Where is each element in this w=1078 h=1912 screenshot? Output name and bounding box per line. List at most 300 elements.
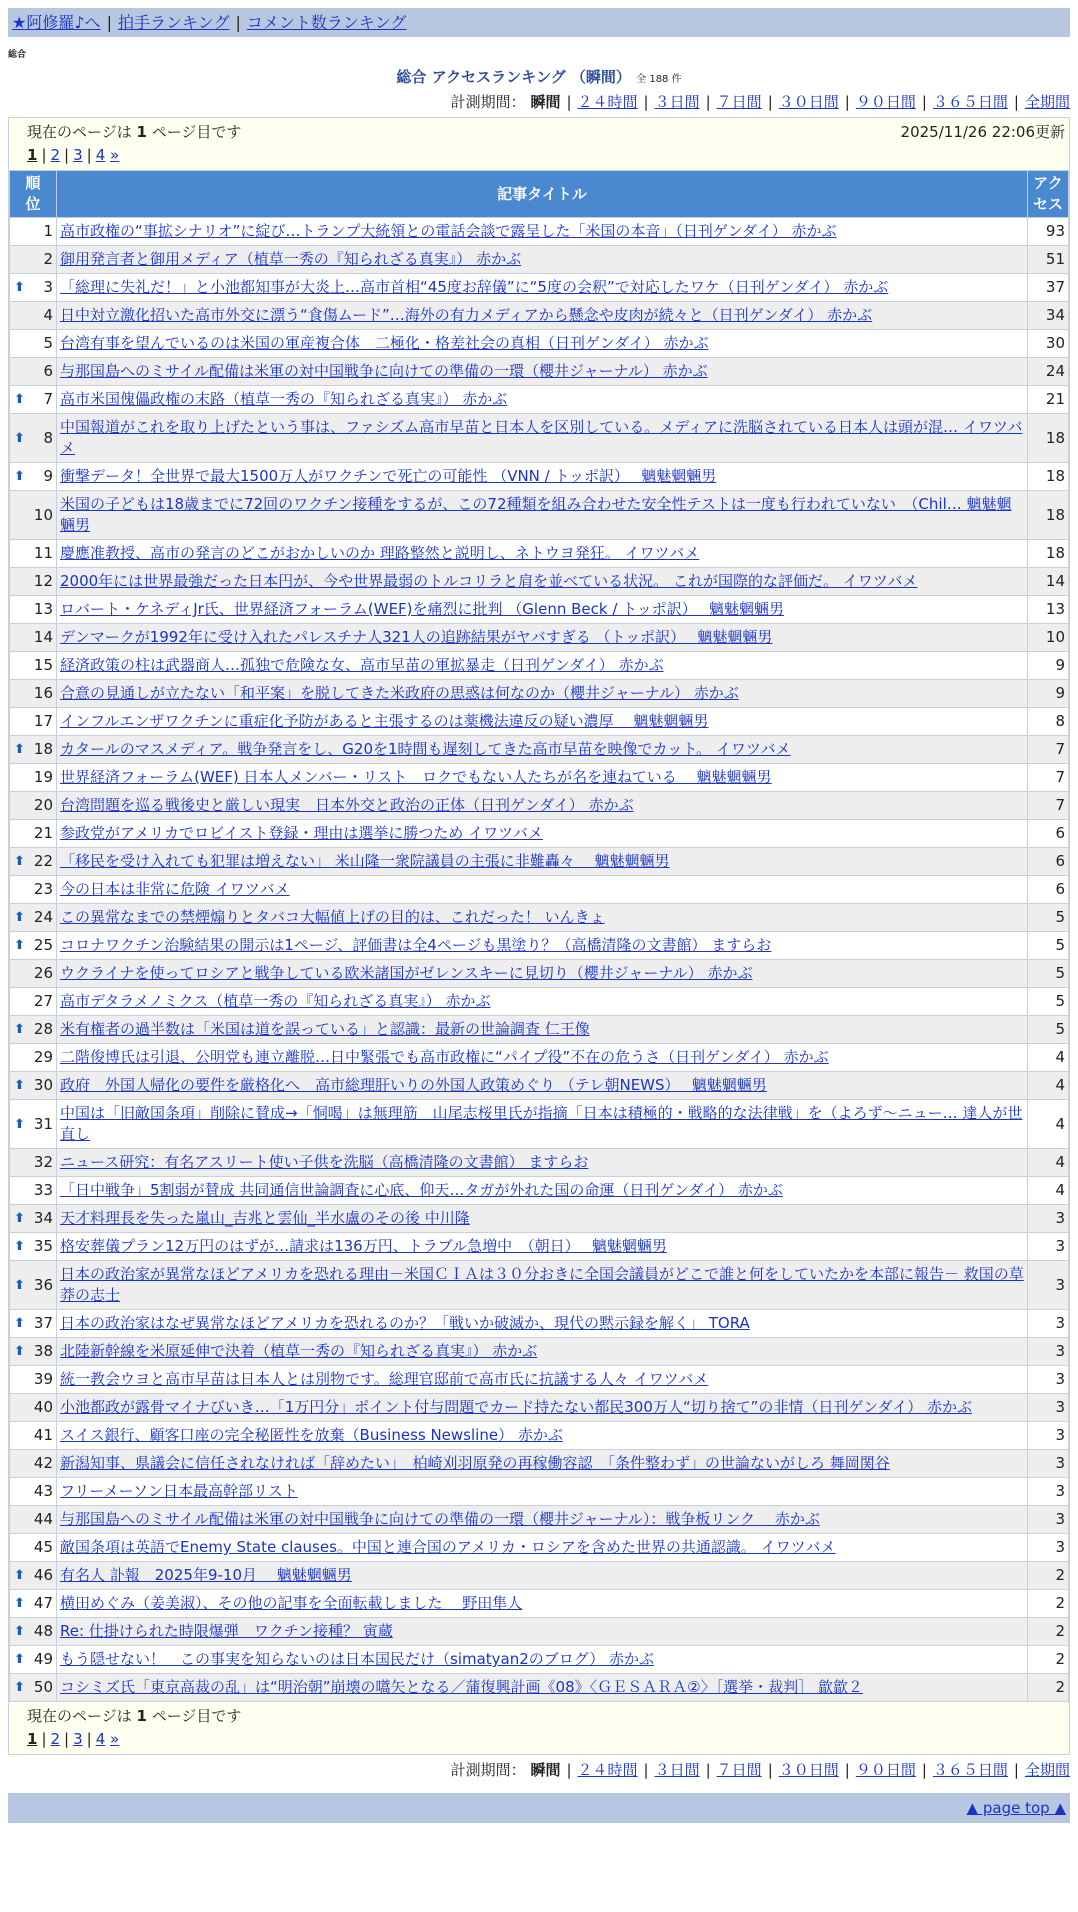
access-count: 5 (1028, 932, 1069, 960)
access-count: 2 (1028, 1618, 1069, 1646)
period-separator: | (767, 1761, 773, 1779)
rank-up-arrow-icon: ⬆ (14, 1624, 25, 1639)
article-link[interactable]: 統一教会ウヨと高市早苗は日本人とは別物です。総理官邸前で高市氏に抗議する人々 イワツバメ (60, 1370, 709, 1388)
title-cell (57, 652, 1028, 680)
rank-number: 9 (43, 467, 53, 485)
title-cell (57, 1450, 1028, 1478)
pager-link-4[interactable]: 4 (95, 1730, 106, 1748)
article-link[interactable]: ロバート・ケネディJr氏、世界経済フォーラム(WEF)を痛烈に批判 （Glenn Beck / トッポ訳） 魑魅魍魎男 (60, 600, 784, 618)
rank-cell (10, 1310, 57, 1338)
article-link[interactable]: もう隠せない！ この事実を知らないのは日本国民だけ（simatyan2のブログ） 赤かぶ (60, 1650, 655, 1668)
rank-up-arrow-icon: ⬆ (14, 1652, 25, 1667)
ranking-box (8, 117, 1070, 1755)
table-header-row (10, 171, 1069, 218)
title-cell (57, 848, 1028, 876)
article-link[interactable]: 新潟知事、県議会に信任されなければ「辞めたい」 柏崎刈羽原発の再稼働容認 「条件整わず」の世論ないがしろ 舞岡関谷 (60, 1454, 890, 1472)
article-link[interactable]: 与那国島へのミサイル配備は米軍の対中国戦争に向けての準備の一環（櫻井ジャーナル）：戦争板リンク 赤かぶ (60, 1510, 820, 1528)
title-cell (57, 820, 1028, 848)
access-count: 9 (1028, 680, 1069, 708)
table-row (10, 358, 1069, 386)
article-link[interactable]: 高市米国傀儡政権の末路（植草一秀の『知られざる真実』） 赤かぶ (60, 390, 508, 408)
access-count: 3 (1028, 1422, 1069, 1450)
rank-cell (10, 1016, 57, 1044)
article-link[interactable]: 合意の見通しが立たない「和平案」を脱してきた米政府の思惑は何なのか（櫻井ジャーナル） 赤かぶ (60, 684, 739, 702)
table-row (10, 1562, 1069, 1590)
table-row (10, 1100, 1069, 1149)
table-row (10, 876, 1069, 904)
rank-number: 18 (33, 740, 53, 758)
rank-cell (10, 218, 57, 246)
title-cell (57, 1016, 1028, 1044)
article-link[interactable]: 「移民を受け入れても犯罪は増えない」 米山隆一衆院議員の主張に非難轟々 魑魅魍魎男 (60, 852, 670, 870)
table-row (10, 736, 1069, 764)
rank-cell (10, 820, 57, 848)
info-bar-bottom (9, 1702, 1069, 1729)
article-link[interactable]: 天才料理長を失った嵐山_吉兆と雲仙_半水盧のその後 中川隆 (60, 1209, 470, 1227)
nav-separator: | (106, 13, 112, 32)
rank-cell (10, 624, 57, 652)
title-cell (57, 1366, 1028, 1394)
title-cell (57, 1394, 1028, 1422)
table-row (10, 988, 1069, 1016)
rank-number: 21 (33, 824, 53, 842)
title-cell (57, 1177, 1028, 1205)
period-separator: | (705, 93, 711, 111)
pager-link-3[interactable]: 3 (73, 146, 83, 164)
pager-link-4[interactable]: 4 (95, 146, 106, 164)
rank-cell (10, 708, 57, 736)
table-row (10, 274, 1069, 302)
table-row (10, 568, 1069, 596)
period-link-2[interactable]: ７日間 (716, 93, 762, 111)
rank-cell (10, 680, 57, 708)
rank-number: 48 (33, 1622, 53, 1640)
rank-cell (10, 1506, 57, 1534)
rank-up-arrow-icon: ⬆ (14, 1596, 25, 1611)
title-cell (57, 386, 1028, 414)
period-link-0[interactable]: ２４時間 (577, 1761, 638, 1779)
rank-up-arrow-icon: ⬆ (14, 1568, 25, 1583)
table-row (10, 904, 1069, 932)
period-link-2[interactable]: ７日間 (716, 1761, 762, 1779)
rank-cell (10, 932, 57, 960)
access-count: 5 (1028, 1016, 1069, 1044)
period-label: 計測期間： (450, 93, 526, 111)
article-link[interactable]: スイス銀行、顧客口座の完全秘匿性を放棄（Business Newsline） 赤かぶ (60, 1426, 563, 1444)
access-count: 14 (1028, 568, 1069, 596)
article-link[interactable]: フリーメーソン日本最高幹部リスト (60, 1482, 298, 1500)
table-row (10, 246, 1069, 274)
rank-number: 40 (33, 1398, 53, 1416)
rank-number: 10 (33, 505, 53, 524)
title-cell (57, 1261, 1028, 1310)
access-count: 3 (1028, 1366, 1069, 1394)
access-count: 3 (1028, 1506, 1069, 1534)
rank-cell (10, 1478, 57, 1506)
table-row (10, 1422, 1069, 1450)
pager-link-2[interactable]: 2 (50, 146, 61, 164)
table-row (10, 1506, 1069, 1534)
article-link[interactable]: コロナワクチン治験結果の開示は1ページ、評価書は全4ページも黒塗り？（高橋清隆の文書館） ますらお (60, 936, 772, 954)
rank-cell (10, 330, 57, 358)
pager-top (9, 145, 1069, 170)
article-link[interactable]: ウクライナを使ってロシアと戦争している欧米諸国がゼレンスキーに見切り（櫻井ジャーナル） 赤かぶ (60, 964, 753, 982)
table-row (10, 848, 1069, 876)
article-link[interactable]: 小池都政が露骨マイナびいき…「1万円分」ポイント付与問題でカード持たない都民300万人“切り捨て”の非情（日刊ゲンダイ） 赤かぶ (60, 1398, 972, 1416)
title-cell (57, 1422, 1028, 1450)
title-cell (57, 1590, 1028, 1618)
article-link[interactable]: 「日中戦争」5割弱が賛成 共同通信世論調査に心底、仰天…タガが外れた国の命運（日刊ゲンダイ） 赤かぶ (60, 1181, 783, 1199)
title-cell (57, 1338, 1028, 1366)
period-link-5[interactable]: ３６５日間 (932, 1761, 1008, 1779)
access-count: 4 (1028, 1149, 1069, 1177)
rank-number: 28 (33, 1020, 53, 1038)
period-current: 瞬間 (530, 1761, 561, 1779)
rank-number: 20 (33, 796, 53, 814)
title-cell (57, 1618, 1028, 1646)
title-cell (57, 708, 1028, 736)
home-link[interactable]: ★阿修羅♪へ (12, 13, 101, 32)
access-count: 24 (1028, 358, 1069, 386)
period-link-3[interactable]: ３０日間 (778, 93, 839, 111)
access-count: 6 (1028, 848, 1069, 876)
period-link-4[interactable]: ９０日間 (855, 93, 916, 111)
title-cell (57, 680, 1028, 708)
rank-number: 26 (33, 964, 53, 982)
article-link[interactable]: 「総理に失礼だ！」と小池都知事が大炎上…高市首相“45度お辞儀”に“5度の会釈”で対応したワケ（日刊ゲンダイ） 赤かぶ (60, 278, 889, 296)
page-bottom-bar (8, 1793, 1070, 1823)
rank-number: 33 (33, 1181, 53, 1199)
page-top-link[interactable]: ▲ page top ▲ (966, 1799, 1066, 1817)
total-count: 全 188 件 (636, 74, 682, 85)
title-cell (57, 463, 1028, 491)
article-link[interactable]: 中国は「旧敵国条項」削除に賛成→「恫喝」は無理筋 山尾志桜里氏が指摘「日本は積極的・戦略的な法律戦」を（よろず～ニュー… 達人が世直し (60, 1104, 1023, 1143)
title-cell (57, 1310, 1028, 1338)
pager-separator: | (64, 146, 70, 164)
table-row (10, 680, 1069, 708)
article-link[interactable]: カタールのマスメディア。戦争発言をし、G20を1時間も遅刻してきた高市早苗を映像でカット。 イワツバメ (60, 740, 791, 758)
rank-cell (10, 736, 57, 764)
article-link[interactable]: 格安葬儀プラン12万円のはずが…請求は136万円、トラブル急増中 （朝日） 魑魅魍魎男 (60, 1237, 667, 1255)
rank-number: 38 (33, 1342, 53, 1360)
article-link[interactable]: この異常なまでの禁煙煽りとタバコ大幅値上げの目的は、これだった！ いんきょ (60, 908, 605, 926)
table-row (10, 302, 1069, 330)
title-cell (57, 792, 1028, 820)
access-count: 6 (1028, 876, 1069, 904)
period-separator: | (844, 1761, 850, 1779)
title-cell (57, 568, 1028, 596)
rank-cell (10, 1149, 57, 1177)
rank-cell (10, 960, 57, 988)
rank-cell (10, 792, 57, 820)
period-link-5[interactable]: ３６５日間 (932, 93, 1008, 111)
current-page-post: ページ目です (151, 1707, 242, 1725)
rank-number: 2 (43, 250, 53, 268)
rank-up-arrow-icon: ⬆ (14, 430, 25, 446)
article-link[interactable]: 与那国島へのミサイル配備は米軍の対中国戦争に向けての準備の一環（櫻井ジャーナル） 赤かぶ (60, 362, 708, 380)
table-row (10, 708, 1069, 736)
period-label: 計測期間： (450, 1761, 526, 1779)
pager-next[interactable]: » (110, 1730, 120, 1748)
period-link-3[interactable]: ３０日間 (778, 1761, 839, 1779)
title-cell (57, 1674, 1028, 1702)
rank-number: 5 (43, 334, 53, 352)
rank-up-arrow-icon: ⬆ (14, 1344, 25, 1359)
rank-cell (10, 1100, 57, 1149)
table-row (10, 652, 1069, 680)
category-label: 総合 (8, 50, 27, 60)
rank-number: 37 (33, 1314, 53, 1332)
rank-number: 12 (33, 572, 53, 590)
rank-number: 11 (33, 544, 53, 562)
table-row (10, 1205, 1069, 1233)
article-link[interactable]: 今の日本は非常に危険 イワツバメ (60, 880, 290, 898)
table-row (10, 1646, 1069, 1674)
title-cell (57, 218, 1028, 246)
rank-number: 4 (43, 306, 53, 324)
article-link[interactable]: 米国の子どもは18歳までに72回のワクチン接種をするが、この72種類を組み合わせた安全性テストは一度も行われていない （Chil… 魑魅魍魎男 (60, 495, 1012, 534)
rank-cell (10, 1261, 57, 1310)
rank-cell (10, 1450, 57, 1478)
rank-number: 47 (33, 1594, 53, 1612)
table-row (10, 1618, 1069, 1646)
rank-up-arrow-icon: ⬆ (14, 1680, 25, 1695)
article-link[interactable]: 世界経済フォーラム(WEF) 日本人メンバー・リスト ロクでもない人たちが名を連ねている 魑魅魍魎男 (60, 768, 772, 786)
table-row (10, 960, 1069, 988)
access-count: 2 (1028, 1590, 1069, 1618)
rank-up-arrow-icon: ⬆ (14, 910, 25, 925)
table-row (10, 1149, 1069, 1177)
article-link[interactable]: 高市デタラメノミクス（植草一秀の『知られざる真実』） 赤かぶ (60, 992, 491, 1010)
table-row (10, 932, 1069, 960)
info-bar (9, 118, 1069, 145)
article-link[interactable]: 高市政権の“事拡シナリオ”に綻び…トランプ大統領との電話会談で露呈した「米国の本音」（日刊ゲンダイ） 赤かぶ (60, 222, 837, 240)
rank-cell (10, 1044, 57, 1072)
title-cell (57, 1233, 1028, 1261)
period-link-4[interactable]: ９０日間 (855, 1761, 916, 1779)
nav-separator: | (235, 13, 241, 32)
access-count: 34 (1028, 302, 1069, 330)
rank-cell (10, 386, 57, 414)
pager-separator: | (86, 146, 92, 164)
article-link[interactable]: 経済政策の柱は武器商人…孤独で危険な女、高市早苗の軍拡暴走（日刊ゲンダイ） 赤かぶ (60, 656, 664, 674)
pager-separator: | (86, 1730, 92, 1748)
rank-number: 36 (33, 1275, 53, 1294)
access-count: 5 (1028, 960, 1069, 988)
pager-link-3[interactable]: 3 (73, 1730, 83, 1748)
period-link-6[interactable]: 全期間 (1024, 1761, 1070, 1779)
title-cell (57, 1149, 1028, 1177)
article-link[interactable]: 衝撃データ！全世界で最大1500万人がワクチンで死亡の可能性 （VNN / トッポ訳） 魑魅魍魎男 (60, 467, 717, 485)
rank-cell (10, 988, 57, 1016)
article-link[interactable]: ニュース研究：有名アスリート使い子供を洗脳（高橋清隆の文書館） ますらお (60, 1153, 589, 1171)
access-count: 18 (1028, 414, 1069, 463)
article-link[interactable]: 御用発言者と御用メディア（植草一秀の『知られざる真実』） 赤かぶ (60, 250, 522, 268)
access-count: 4 (1028, 1072, 1069, 1100)
pager-separator: | (64, 1730, 70, 1748)
access-count: 8 (1028, 708, 1069, 736)
access-count: 2 (1028, 1674, 1069, 1702)
article-link[interactable]: インフルエンザワクチンに重症化予防があると主張するのは薬機法違反の疑い濃厚 魑魅魍魎男 (60, 712, 709, 730)
access-count: 2 (1028, 1562, 1069, 1590)
comment-ranking-link[interactable]: コメント数ランキング (246, 13, 407, 32)
title-cell (57, 1506, 1028, 1534)
table-row (10, 1534, 1069, 1562)
rank-up-arrow-icon: ⬆ (14, 938, 25, 953)
pager-current: 1 (27, 146, 38, 164)
title-cell (57, 764, 1028, 792)
period-separator: | (767, 93, 773, 111)
access-count: 18 (1028, 463, 1069, 491)
access-count: 4 (1028, 1044, 1069, 1072)
rank-cell (10, 596, 57, 624)
table-row (10, 1450, 1069, 1478)
period-separator: | (921, 93, 927, 111)
rank-cell (10, 848, 57, 876)
rank-up-arrow-icon: ⬆ (14, 392, 25, 407)
access-count: 9 (1028, 652, 1069, 680)
pager-link-2[interactable]: 2 (50, 1730, 61, 1748)
rank-cell (10, 540, 57, 568)
article-link[interactable]: 日本の政治家が異常なほどアメリカを恐れる理由－米国ＣＩＡは３０分おきに全国会議員がどこで誰と何をしていたかを本部に報告－ 救国の草莽の志士 (60, 1265, 1024, 1304)
rank-up-arrow-icon: ⬆ (14, 1277, 25, 1293)
period-link-6[interactable]: 全期間 (1024, 93, 1070, 111)
article-link[interactable]: 二階俊博氏は引退、公明党も連立離脱…日中緊張でも高市政権に“パイプ役”不在の危うさ（日刊ゲンダイ） 赤かぶ (60, 1048, 829, 1066)
title-cell (57, 414, 1028, 463)
article-link[interactable]: デンマークが1992年に受け入れたパレスチナ人321人の追跡結果がヤバすぎる （トッポ訳） 魑魅魍魎男 (60, 628, 773, 646)
article-link[interactable]: 日中対立激化招いた高市外交に漂う“食傷ムード”…海外の有力メディアから懸念や皮肉が続々と（日刊ゲンダイ） 赤かぶ (60, 306, 873, 324)
rank-number: 1 (43, 222, 53, 240)
rank-number: 22 (33, 852, 53, 870)
title-cell (57, 736, 1028, 764)
table-row (10, 1177, 1069, 1205)
table-row (10, 540, 1069, 568)
rank-cell (10, 1562, 57, 1590)
article-link[interactable]: 政府 外国人帰化の要件を厳格化へ 高市総理肝いりの外国人政策めぐり （テレ朝NEWS） 魑魅魍魎男 (60, 1076, 767, 1094)
title-cell (57, 1478, 1028, 1506)
access-count: 3 (1028, 1338, 1069, 1366)
article-link[interactable]: 台湾問題を巡る戦後史と厳しい現実 日本外交と政治の正体（日刊ゲンダイ） 赤かぶ (60, 796, 634, 814)
rank-up-arrow-icon: ⬆ (14, 1211, 25, 1226)
article-link[interactable]: Re: 仕掛けられた時限爆弾 ワクチン接種？ 寅蔵 (60, 1622, 393, 1640)
table-row (10, 596, 1069, 624)
article-link[interactable]: 中国報道がこれを取り上げたという事は、ファシズム高市早苗と日本人を区別している。メディアに洗脳されている日本人は頭が混… イワツバメ (60, 418, 1023, 457)
article-link[interactable]: コシミズ氏「東京高裁の乱」は“明治朝”崩壊の嚆矢となる／蒲復興計画《08》〈ＧＥＳＡＲＡ②〉［選挙・裁判］ 歙歙２ (60, 1678, 863, 1696)
rank-up-arrow-icon: ⬆ (14, 1316, 25, 1331)
article-link[interactable]: 慶應准教授、高市の発言のどこがおかしいのか 理路整然と説明し、ネトウヨ発狂。 イワツバメ (60, 544, 700, 562)
title-header: 記事タイトル (57, 171, 1028, 218)
rank-number: 13 (33, 600, 53, 618)
clap-ranking-link[interactable]: 拍手ランキング (117, 13, 230, 32)
article-link[interactable]: 米有権者の過半数は「米国は道を誤っている」と認識：最新の世論調査 仁王像 (60, 1020, 590, 1038)
rank-number: 19 (33, 768, 53, 786)
period-link-0[interactable]: ２４時間 (577, 93, 638, 111)
access-count: 6 (1028, 820, 1069, 848)
rank-cell (10, 463, 57, 491)
article-link[interactable]: 北陸新幹線を米原延伸で決着（植草一秀の『知られざる真実』） 赤かぶ (60, 1342, 538, 1360)
rank-number: 27 (33, 992, 53, 1010)
access-count: 51 (1028, 246, 1069, 274)
table-row (10, 624, 1069, 652)
table-row (10, 218, 1069, 246)
title-cell (57, 1044, 1028, 1072)
article-link[interactable]: 参政党がアメリカでロビイスト登録・理由は選挙に勝つため イワツバメ (60, 824, 543, 842)
current-page-post: ページ目です (151, 123, 242, 141)
period-link-1[interactable]: ３日間 (654, 1761, 700, 1779)
access-count: 37 (1028, 274, 1069, 302)
top-nav (8, 8, 1070, 37)
access-count: 3 (1028, 1261, 1069, 1310)
table-row (10, 1261, 1069, 1310)
rank-up-arrow-icon: ⬆ (14, 742, 25, 757)
rank-cell (10, 491, 57, 540)
period-separator: | (643, 93, 649, 111)
rank-number: 17 (33, 712, 53, 730)
rank-number: 45 (33, 1538, 53, 1556)
rank-number: 8 (43, 428, 53, 447)
access-count: 3 (1028, 1478, 1069, 1506)
rank-up-arrow-icon: ⬆ (14, 280, 25, 295)
access-count: 18 (1028, 540, 1069, 568)
rank-cell (10, 764, 57, 792)
access-count: 5 (1028, 988, 1069, 1016)
period-separator: | (566, 1761, 572, 1779)
title-cell (57, 1562, 1028, 1590)
title-cell (57, 988, 1028, 1016)
current-page-pre: 現在のページは (27, 1707, 132, 1725)
article-link[interactable]: 台湾有事を望んでいるのは米国の軍産複合体 二極化・格差社会の真相（日刊ゲンダイ） 赤かぶ (60, 334, 709, 352)
article-link[interactable]: 敵国条項は英語でEnemy State clauses。中国と連合国のアメリカ・ロシアを含めた世界の共通認識。 イワツバメ (60, 1538, 836, 1556)
title-cell (57, 274, 1028, 302)
article-link[interactable]: 2000年には世界最強だった日本円が、今や世界最弱のトルコリラと肩を並べている状況。 これが国際的な評価だ。 イワツバメ (60, 572, 918, 590)
rank-cell (10, 1366, 57, 1394)
access-count: 3 (1028, 1205, 1069, 1233)
rank-up-arrow-icon: ⬆ (14, 1022, 25, 1037)
table-row (10, 1016, 1069, 1044)
article-link[interactable]: 横田めぐみ（姜美淑）、その他の記事を全面転載しました 野田隼人 (60, 1594, 523, 1612)
table-row (10, 1072, 1069, 1100)
rank-up-arrow-icon: ⬆ (14, 469, 25, 484)
period-separator: | (643, 1761, 649, 1779)
title-cell (57, 932, 1028, 960)
access-count: 4 (1028, 1177, 1069, 1205)
rank-cell (10, 1422, 57, 1450)
title-cell (57, 876, 1028, 904)
rank-cell (10, 1590, 57, 1618)
access-header (1028, 171, 1069, 218)
access-count: 3 (1028, 1310, 1069, 1338)
table-row (10, 1674, 1069, 1702)
pager-separator: | (41, 146, 47, 164)
period-link-1[interactable]: ３日間 (654, 93, 700, 111)
title-cell (57, 330, 1028, 358)
rank-number: 29 (33, 1048, 53, 1066)
access-count: 7 (1028, 792, 1069, 820)
table-row (10, 1478, 1069, 1506)
pager-next[interactable]: » (110, 146, 120, 164)
rank-number: 34 (33, 1209, 53, 1227)
rank-number: 42 (33, 1454, 53, 1472)
table-row (10, 1233, 1069, 1261)
article-link[interactable]: 日本の政治家はなぜ異常なほどアメリカを恐れるのか？「戦いか破滅か、現代の黙示録を解く」 TORA (60, 1314, 750, 1332)
rank-cell (10, 1394, 57, 1422)
rank-number: 16 (33, 684, 53, 702)
title-cell (57, 1646, 1028, 1674)
rank-number: 39 (33, 1370, 53, 1388)
article-link[interactable]: 有名人 訃報 2025年9-10月 魑魅魍魎男 (60, 1566, 352, 1584)
page-title-text: 総合 アクセスランキング （瞬間） (396, 68, 631, 86)
rank-number: 3 (43, 278, 53, 296)
